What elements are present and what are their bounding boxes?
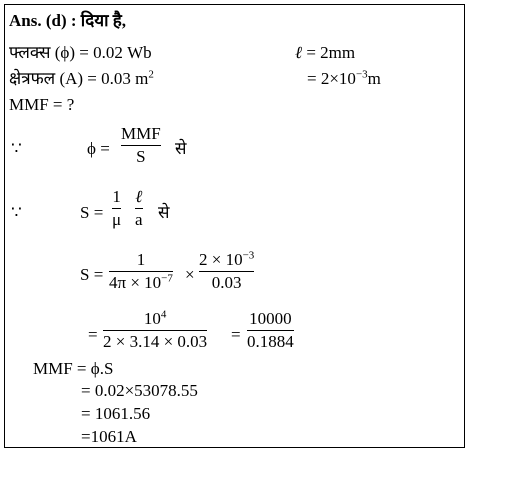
step3-f2-num-exponent: −3 xyxy=(242,249,255,262)
step4-f1-num-base: 10 xyxy=(143,309,161,328)
step3-fraction-2 xyxy=(199,249,254,294)
step2-f2-denominator: a xyxy=(135,210,143,229)
answer-header xyxy=(9,11,126,31)
length-conv-unit: m xyxy=(367,69,381,88)
step4-f2-denominator: 0.1884 xyxy=(247,332,294,351)
step3-f1-numerator: 1 xyxy=(136,250,146,269)
step3-f2-numerator xyxy=(199,249,254,271)
because-symbol-2: ∵ xyxy=(11,203,22,222)
step1-se: से xyxy=(175,139,187,158)
step2-lhs: S = xyxy=(80,203,104,222)
step1-numerator: MMF xyxy=(121,124,161,143)
length-conv-exponent: −3 xyxy=(355,68,368,81)
step2-f1-denominator: μ xyxy=(112,210,122,229)
step4-f2-numerator: 10000 xyxy=(249,309,292,328)
step3-f2-denominator: 0.03 xyxy=(211,273,242,292)
step4-fraction-2 xyxy=(247,308,294,353)
length-conv-base: = 2×10 xyxy=(307,69,356,88)
step4-equals-1: = xyxy=(88,325,98,344)
answer-label: Ans. (d) xyxy=(9,11,67,30)
step1-lhs: ϕ = xyxy=(87,139,110,158)
step3-f1-denominator xyxy=(109,272,173,294)
length-symbol: ℓ xyxy=(295,43,303,62)
area-given xyxy=(9,69,154,89)
step1-denominator: S xyxy=(136,147,146,166)
flux-given: फ्लक्स (ϕ) = 0.02 Wb xyxy=(9,43,152,62)
length-conversion xyxy=(307,69,381,89)
area-text: क्षेत्रफल (A) = 0.03 m xyxy=(9,69,149,88)
step2-fraction-2 xyxy=(135,186,143,231)
solution-box xyxy=(4,4,465,448)
step2-f2-numerator: ℓ xyxy=(135,187,143,206)
result-line-3: = 1061.56 xyxy=(81,404,151,423)
step3-fraction-1 xyxy=(109,249,173,294)
step3-lhs: S = xyxy=(80,265,104,284)
result-line-4: =1061A xyxy=(81,427,137,446)
mmf-question: MMF = ? xyxy=(9,95,75,114)
step4-f1-denominator: 2 × 3.14 × 0.03 xyxy=(103,332,208,351)
step4-f1-num-exponent: 4 xyxy=(160,308,167,321)
length-value: = 2mm xyxy=(302,43,356,62)
step4-fraction-1 xyxy=(103,308,207,353)
step3-f1-den-base: 4π × 10 xyxy=(109,273,162,292)
step2-se: से xyxy=(158,203,170,222)
step2-fraction-1 xyxy=(112,186,121,231)
step2-f1-numerator: 1 xyxy=(112,187,121,206)
times-symbol: × xyxy=(185,265,195,284)
length-given xyxy=(295,43,355,63)
step4-f1-numerator xyxy=(144,308,167,330)
result-line-1: MMF = ϕ.S xyxy=(33,359,114,378)
step1-fraction xyxy=(121,123,161,168)
because-symbol-1: ∵ xyxy=(11,139,22,158)
step4-equals-2: = xyxy=(231,325,241,344)
step3-f1-den-exponent: −7 xyxy=(161,272,173,285)
result-line-2: = 0.02×53078.55 xyxy=(81,381,198,400)
area-exponent: 2 xyxy=(148,68,154,81)
given-label: : दिया है, xyxy=(70,11,127,30)
step3-f2-num-base: 2 × 10 xyxy=(199,250,243,269)
